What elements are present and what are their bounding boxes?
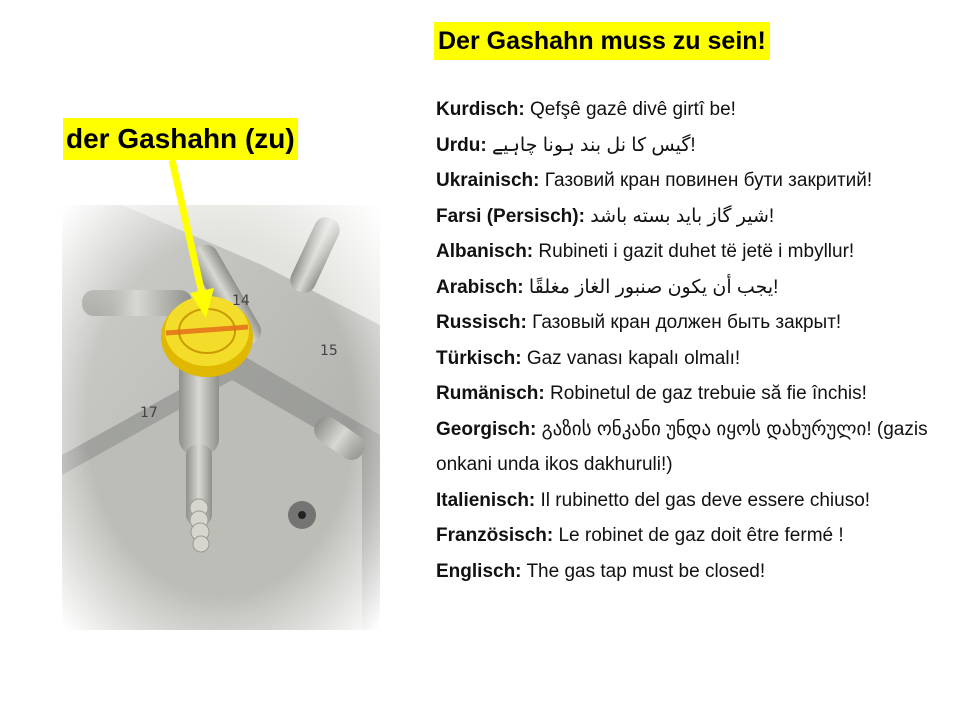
language-label: Kurdisch: [436,99,525,120]
language-label: Ukrainisch: [436,170,540,191]
page-title: Der Gashahn muss zu sein! [434,22,770,60]
translation-row [436,412,956,483]
translation-row [436,92,956,128]
language-label: Albanisch: [436,241,534,262]
translation-text: Le robinet de gaz doit être fermé ! [558,525,844,546]
translation-text: Gaz vanası kapalı olmalı! [526,347,741,369]
language-label: Georgisch: [436,418,537,440]
translation-text: Robinetul de gaz trebuie să fie închis! [550,383,867,404]
language-label: Arabisch: [436,276,524,298]
translation-row [436,163,956,199]
translation-text: Qefşê gazê divê girtî be! [529,99,736,120]
translation-text: Rubineti i gazit duhet të jetë i mbyllur! [538,241,855,262]
language-label: Russisch: [436,312,527,333]
translation-row [436,270,956,306]
translation-row [436,199,956,235]
translation-text: !شیر گاز باید بسته باشد [590,205,775,227]
language-label: Türkisch: [436,347,522,369]
translation-text: გაზის ონკანი უნდა იყოს დახურული! (gazis onkani unda ikos dakhuruli!) [436,418,928,475]
language-label: Englisch: [436,560,522,582]
translation-row [436,234,956,270]
translation-text: Газовий кран повинен бути закритий! [544,170,873,191]
language-label: Französisch: [436,525,554,546]
gas-tap-photo [62,205,380,630]
translation-row [436,128,956,164]
translation-list [436,92,956,589]
translation-row [436,518,956,554]
translation-text: !گیس کا نل بند ہونا چاہیے [491,134,696,156]
translation-row [436,341,956,377]
translation-row [436,376,956,412]
gas-tap-callout-label: der Gashahn (zu) [63,118,298,160]
language-label: Rumänisch: [436,383,545,404]
translation-row [436,554,956,590]
translation-row [436,483,956,519]
language-label: Urdu: [436,134,487,156]
translation-text: Il rubinetto del gas deve essere chiuso! [540,489,871,511]
translation-text: The gas tap must be closed! [526,560,766,582]
language-label: Italienisch: [436,489,536,511]
translation-text: !يجب أن يكون صنبور الغاز مغلقًا [528,276,779,298]
translation-text: Газовый кран должен быть закрыт! [532,312,842,333]
language-label: Farsi (Persisch): [436,205,585,227]
translation-row [436,305,956,341]
